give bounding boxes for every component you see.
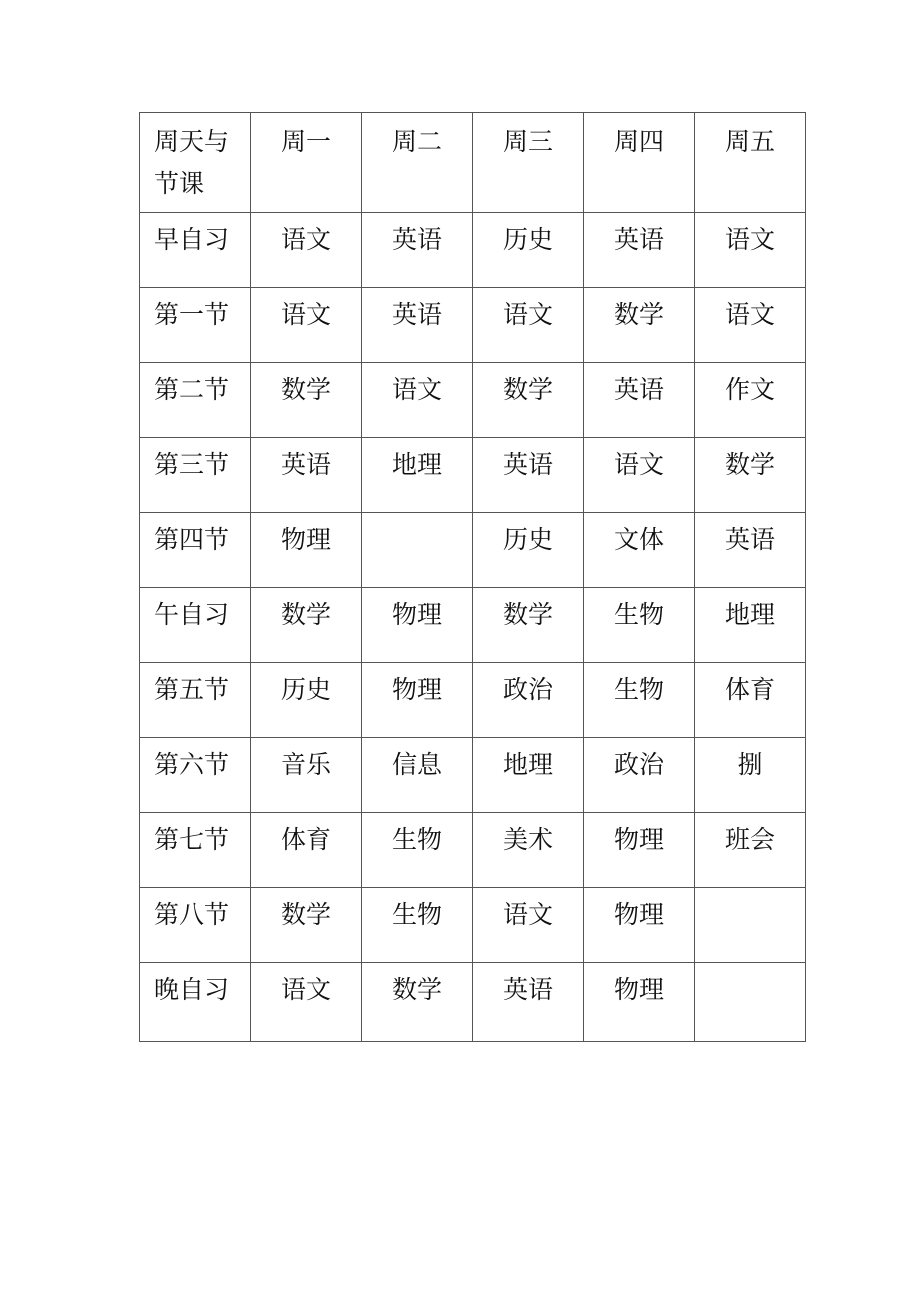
subject-cell: 地理 [473, 738, 584, 813]
subject-cell: 历史 [473, 213, 584, 288]
subject-cell: 地理 [362, 438, 473, 513]
timetable-body [140, 113, 806, 1042]
subject-cell: 英语 [362, 288, 473, 363]
subject-cell: 语文 [584, 438, 695, 513]
day-header-friday: 周五 [695, 113, 806, 213]
period-label: 第七节 [140, 813, 251, 888]
table-row [140, 438, 806, 513]
subject-cell: 生物 [584, 588, 695, 663]
period-label: 第二节 [140, 363, 251, 438]
day-header-wednesday: 周三 [473, 113, 584, 213]
table-row [140, 738, 806, 813]
period-label: 晚自习 [140, 963, 251, 1042]
table-row [140, 588, 806, 663]
table-row [140, 963, 806, 1042]
subject-cell: 历史 [473, 513, 584, 588]
subject-cell: 语文 [695, 213, 806, 288]
subject-cell: 语文 [695, 288, 806, 363]
subject-cell: 班会 [695, 813, 806, 888]
subject-cell: 英语 [695, 513, 806, 588]
subject-cell: 物理 [362, 663, 473, 738]
subject-cell: 政治 [473, 663, 584, 738]
period-label: 第三节 [140, 438, 251, 513]
day-header-thursday: 周四 [584, 113, 695, 213]
subject-cell: 历史 [251, 663, 362, 738]
period-label: 第八节 [140, 888, 251, 963]
subject-cell: 政治 [584, 738, 695, 813]
subject-cell: 数学 [695, 438, 806, 513]
day-header-monday: 周一 [251, 113, 362, 213]
subject-cell: 语文 [251, 288, 362, 363]
table-row [140, 813, 806, 888]
subject-cell: 美术 [473, 813, 584, 888]
subject-cell [695, 888, 806, 963]
subject-cell: 地理 [695, 588, 806, 663]
header-row [140, 113, 806, 213]
subject-cell: 数学 [251, 363, 362, 438]
subject-cell: 生物 [362, 813, 473, 888]
subject-cell: 音乐 [251, 738, 362, 813]
subject-cell: 英语 [362, 213, 473, 288]
subject-cell: 物理 [584, 963, 695, 1042]
period-label: 第一节 [140, 288, 251, 363]
subject-cell: 语文 [251, 963, 362, 1042]
subject-cell: 体育 [695, 663, 806, 738]
table-row [140, 288, 806, 363]
subject-cell: 物理 [251, 513, 362, 588]
period-label: 早自习 [140, 213, 251, 288]
subject-cell [695, 963, 806, 1042]
subject-cell: 语文 [251, 213, 362, 288]
subject-cell: 捌 [695, 738, 806, 813]
subject-cell: 物理 [362, 588, 473, 663]
subject-cell: 英语 [251, 438, 362, 513]
period-label: 午自习 [140, 588, 251, 663]
subject-cell: 数学 [584, 288, 695, 363]
table-row [140, 513, 806, 588]
class-timetable [139, 112, 806, 1042]
subject-cell: 体育 [251, 813, 362, 888]
period-label: 第六节 [140, 738, 251, 813]
table-row [140, 213, 806, 288]
subject-cell: 语文 [473, 288, 584, 363]
subject-cell: 作文 [695, 363, 806, 438]
subject-cell [362, 513, 473, 588]
subject-cell: 数学 [251, 588, 362, 663]
subject-cell: 数学 [251, 888, 362, 963]
subject-cell: 英语 [473, 438, 584, 513]
period-label: 第四节 [140, 513, 251, 588]
corner-header-cell: 周天与节课 [140, 113, 251, 213]
subject-cell: 语文 [473, 888, 584, 963]
subject-cell: 英语 [584, 213, 695, 288]
table-row [140, 363, 806, 438]
subject-cell: 文体 [584, 513, 695, 588]
subject-cell: 数学 [362, 963, 473, 1042]
subject-cell: 信息 [362, 738, 473, 813]
table-row [140, 888, 806, 963]
subject-cell: 物理 [584, 813, 695, 888]
table-row [140, 663, 806, 738]
subject-cell: 数学 [473, 363, 584, 438]
subject-cell: 生物 [362, 888, 473, 963]
subject-cell: 数学 [473, 588, 584, 663]
subject-cell: 英语 [473, 963, 584, 1042]
period-label: 第五节 [140, 663, 251, 738]
subject-cell: 语文 [362, 363, 473, 438]
subject-cell: 生物 [584, 663, 695, 738]
subject-cell: 物理 [584, 888, 695, 963]
subject-cell: 英语 [584, 363, 695, 438]
day-header-tuesday: 周二 [362, 113, 473, 213]
